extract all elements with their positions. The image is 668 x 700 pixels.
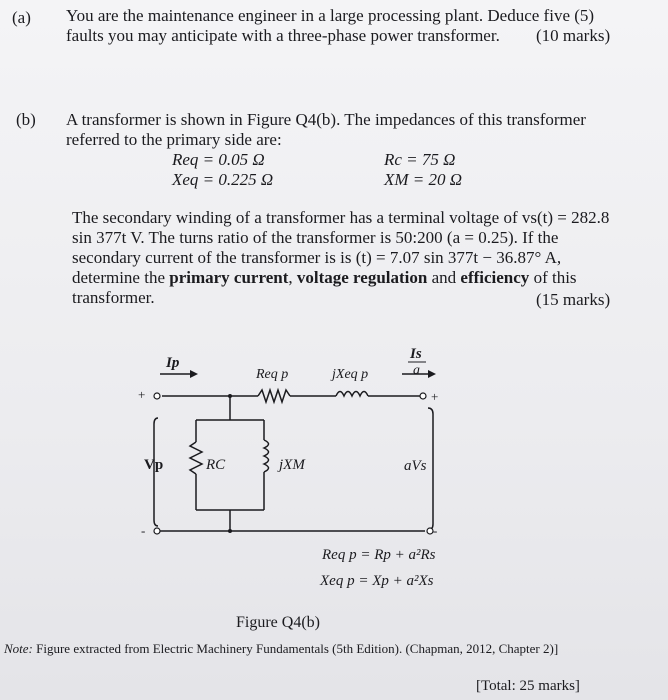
part-b-p2: sin 377t V. The turns ratio of the transformer is 50:200 (a = 0.25). If the [72,228,559,247]
p4-a: determine the [72,268,170,287]
ip-label: Ip [166,355,180,371]
xm-value: XM = 20 Ω [384,170,463,189]
svg-text:-: - [141,523,146,538]
avs-brace [428,408,433,530]
total-marks: [Total: 25 marks] [476,678,580,694]
req-resistor [258,390,290,402]
rc-value: Rc = 75 Ω [384,150,456,169]
note-label: Note: [4,641,33,656]
part-b-p5: transformer. [72,288,155,307]
terminal-top-right [420,393,426,399]
is-den-label: a [413,363,420,378]
svg-text:-: - [433,523,438,538]
part-a-label: (a) [12,8,31,27]
jxeq-p-label: jXeq p [332,367,369,382]
part-b-intro1: A transformer is shown in Figure Q4(b). The impedances of this transformer [66,110,586,129]
p4-c: , [288,268,297,287]
part-b-marks: (15 marks) [536,290,611,309]
part-b-intro2: referred to the primary side are: [66,130,282,149]
jxm-label: jXM [279,457,305,473]
rc-label: RC [206,457,226,473]
part-b-p1: The secondary winding of a transformer has a terminal voltage of vs(t) = 282.8 [72,208,610,227]
svg-text:+: + [431,389,439,404]
is-label: Is [410,346,422,362]
note-line [4,641,558,657]
part-a-line1: You are the maintenance engineer in a large processing plant. Deduce five (5) [66,6,595,25]
xeq-value: Xeq = 0.225 Ω [172,170,274,189]
figure-caption: Figure Q4(b) [236,614,320,631]
part-b-label: (b) [16,110,36,129]
part-a-marks: (10 marks) [536,26,611,45]
note-text: Figure extracted from Electric Machinery Fundamentals (5th Edition). (Chapman, 2012, Chapter 2)] [36,641,559,656]
part-b-p3: secondary current of the transformer is is (t) = 7.07 sin 377t − 36.87° A, [72,248,562,267]
p4-voltage-regulation: voltage regulation [296,268,428,287]
avs-label: aVs [404,458,427,474]
jxeq-inductor [336,392,368,397]
p4-primary-current: primary current [169,268,289,287]
p4-g: of this [529,268,577,287]
xm-inductor [264,440,269,472]
p4-e: and [427,268,461,287]
svg-text:+: + [138,387,146,402]
part-a-line2: faults you may anticipate with a three-phase power transformer. [66,26,500,45]
req-value: Req = 0.05 Ω [172,150,265,169]
req-p-equation: Req p = Rp + a²Rs [322,547,436,563]
p4-efficiency: efficiency [460,268,530,287]
req-p-label: Req p [256,367,289,382]
xeq-p-equation: Xeq p = Xp + a²Xs [320,573,434,589]
terminal-bottom-left [154,528,160,534]
rc-resistor [190,442,202,474]
terminal-top-left [154,393,160,399]
vp-label: Vp [144,457,164,473]
